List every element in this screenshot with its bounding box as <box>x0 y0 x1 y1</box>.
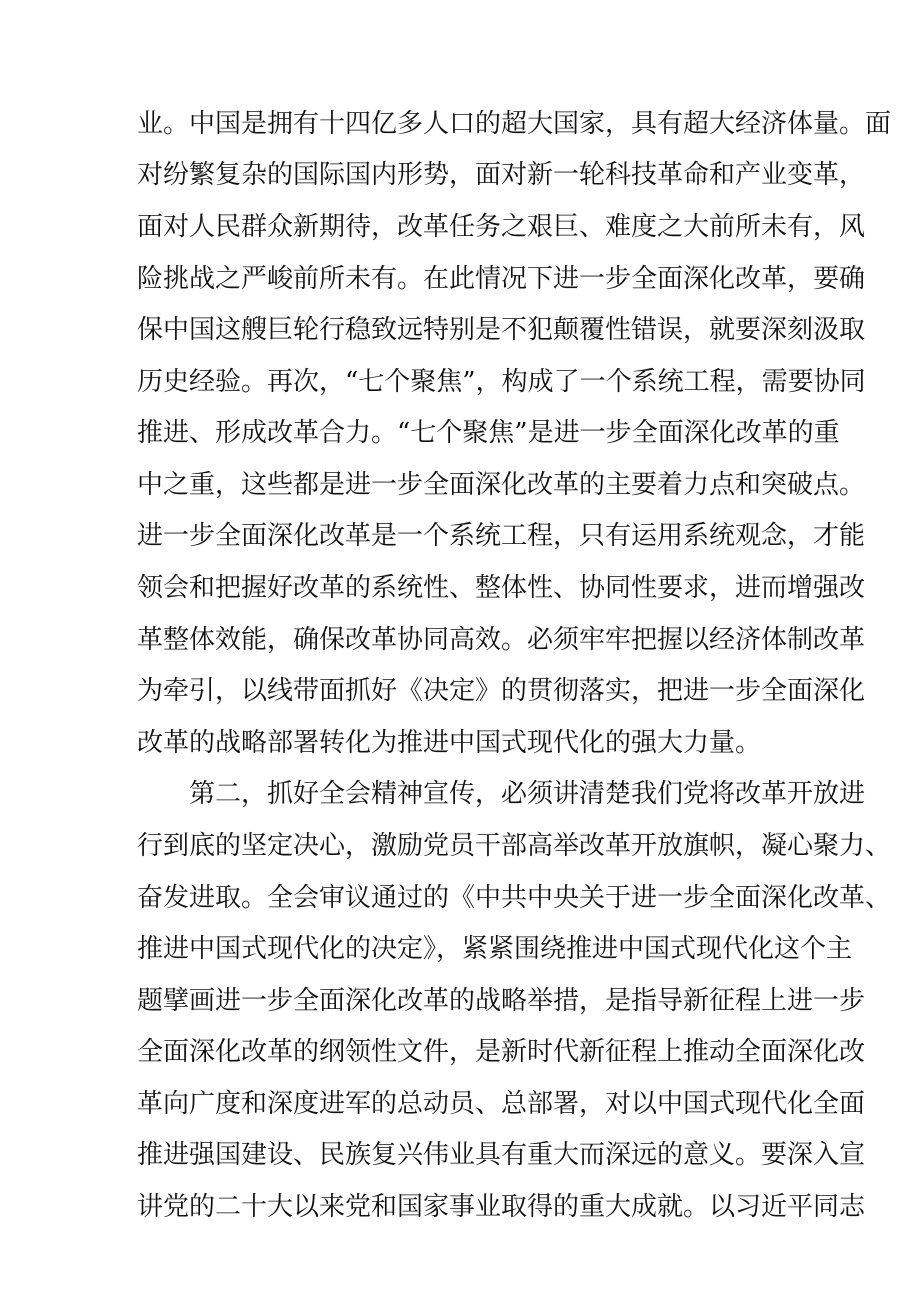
text-line-21: 推进强国建设、民族复兴伟业具有重大而深远的意义。要深入宣 <box>137 1140 866 1170</box>
text-line-14: 第二，抓好全会精神宣传，必须讲清楚我们党将改革开放进 <box>189 779 866 809</box>
text-line-19: 全面深化改革的纲领性文件，是新时代新征程上推动全面深化改 <box>137 1037 866 1067</box>
text-line-8: 中之重，这些都是进一步全面深化改革的主要着力点和突破点。 <box>137 470 866 500</box>
text-line-15: 行到底的坚定决心，激励党员干部高举改革开放旗帜，凝心聚力、 <box>137 831 892 861</box>
text-line-11: 革整体效能，确保改革协同高效。必须牢牢把握以经济体制改革 <box>137 625 866 655</box>
text-line-18: 题擘画进一步全面深化改革的战略举措，是指导新征程上进一步 <box>137 986 866 1016</box>
text-line-2: 对纷繁复杂的国际国内形势，面对新一轮科技革命和产业变革， <box>137 160 866 190</box>
text-line-9: 进一步全面深化改革是一个系统工程，只有运用系统观念，才能 <box>137 521 866 551</box>
text-line-22: 讲党的二十大以来党和国家事业取得的重大成就。以习近平同志 <box>137 1192 866 1222</box>
text-line-16: 奋发进取。全会审议通过的《中共中央关于进一步全面深化改革、 <box>137 883 892 913</box>
text-line-7: 推进、形成改革合力。“七个聚焦”是进一步全面深化改革的重 <box>137 418 840 448</box>
text-line-1: 业。中国是拥有十四亿多人口的超大国家，具有超大经济体量。面 <box>137 109 892 139</box>
text-line-12: 为牵引，以线带面抓好《决定》的贯彻落实，把进一步全面深化 <box>137 676 866 706</box>
text-line-6: 历史经验。再次，“七个聚焦”，构成了一个系统工程，需要协同 <box>137 367 866 397</box>
text-line-20: 革向广度和深度进军的总动员、总部署，对以中国式现代化全面 <box>137 1089 866 1119</box>
text-line-10: 领会和把握好改革的系统性、整体性、协同性要求，进而增强改 <box>137 573 866 603</box>
text-line-17: 推进中国式现代化的决定》，紧紧围绕推进中国式现代化这个主 <box>137 934 853 964</box>
text-line-4: 险挑战之严峻前所未有。在此情况下进一步全面深化改革，要确 <box>137 264 866 294</box>
text-line-3: 面对人民群众新期待，改革任务之艰巨、难度之大前所未有，风 <box>137 212 866 242</box>
text-line-13: 改革的战略部署转化为推进中国式现代化的强大力量。 <box>137 728 762 758</box>
text-line-5: 保中国这艘巨轮行稳致远特别是不犯颠覆性错误，就要深刻汲取 <box>137 315 866 345</box>
